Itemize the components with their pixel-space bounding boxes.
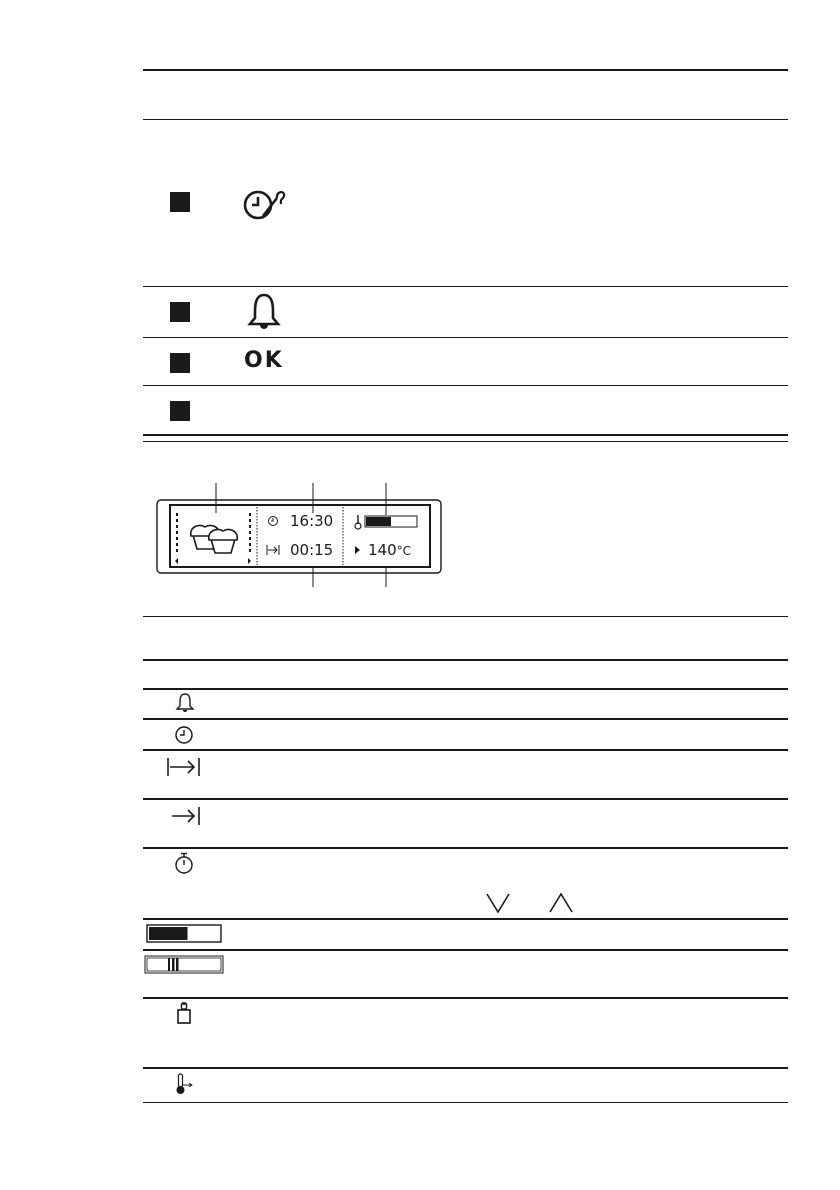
residual-heat-bar-icon <box>144 955 226 979</box>
square-marker <box>170 401 190 421</box>
symbol-table-row-rule <box>143 749 788 751</box>
heat-bar-icon <box>146 924 224 948</box>
bell-icon <box>247 292 281 336</box>
bottle-icon <box>175 1002 193 1030</box>
temperature-unit: °C <box>396 544 412 558</box>
symbol-table-row-rule <box>143 997 788 999</box>
display-duration: 00:15 <box>290 541 334 559</box>
thermometer-icon <box>174 1073 196 1101</box>
symbol-table-row-rule <box>143 918 788 920</box>
square-marker <box>170 353 190 373</box>
end-time-icon <box>171 805 201 831</box>
temperature-value: 140 <box>368 541 397 559</box>
symbol-table-row-rule <box>143 847 788 849</box>
symbol-table-row-rule <box>143 798 788 800</box>
table-bottom-rule <box>143 434 788 436</box>
symbol-table-header-rule <box>143 688 788 690</box>
display-illustration <box>155 483 445 592</box>
chevron-up-icon <box>548 892 574 918</box>
symbol-table-top-rule <box>143 659 788 661</box>
symbol-table-bottom-rule <box>143 1102 788 1103</box>
table-row-rule <box>143 286 788 287</box>
table-top-rule <box>143 69 788 71</box>
square-marker <box>170 192 190 212</box>
square-marker <box>170 302 190 322</box>
stopwatch-icon <box>174 852 194 880</box>
chevron-down-icon <box>485 892 511 918</box>
ok-symbol: OK <box>244 348 284 373</box>
table-bottom-rule-2 <box>143 441 788 442</box>
bell-icon <box>175 692 195 718</box>
table-row-rule <box>143 337 788 338</box>
clock-icon <box>174 725 194 749</box>
section-rule <box>143 616 788 617</box>
probe-clock-icon <box>243 186 289 226</box>
duration-icon <box>166 756 202 782</box>
symbol-table-row-rule <box>143 718 788 720</box>
display-temperature <box>368 541 411 559</box>
table-header-rule <box>143 119 788 120</box>
display-time-of-day: 16:30 <box>290 512 334 530</box>
symbol-table-row-rule <box>143 1067 788 1069</box>
symbol-table-row-rule <box>143 949 788 951</box>
table-row-rule <box>143 385 788 386</box>
